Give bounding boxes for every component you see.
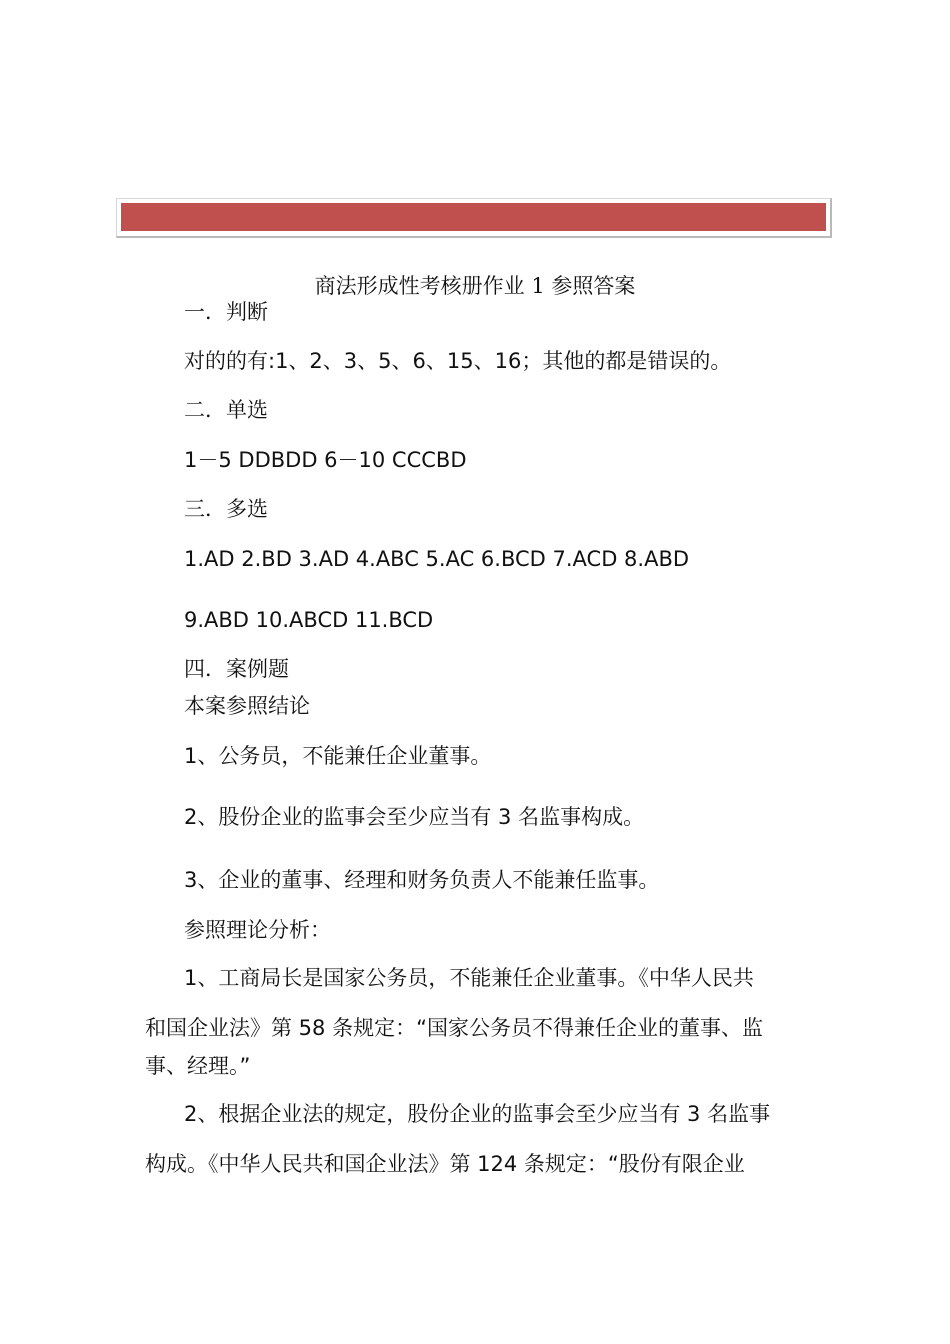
analysis-2-line1: 2、根据企业法的规定，股份企业的监事会至少应当有 3 名监事 [184,1102,771,1126]
analysis-1-line1: 1、工商局长是国家公务员，不能兼任企业董事。《中华人民共 [184,966,754,990]
section-heading-case-study: 四．案例题 [184,657,289,681]
conclusion-item-1: 1、公务员，不能兼任企业董事。 [184,744,492,768]
analysis-1-line3: 事、经理。” [145,1054,251,1078]
decorative-banner-frame [116,198,832,238]
analysis-1-line2: 和国企业法》第 58 条规定：“国家公务员不得兼任企业的董事、监 [145,1016,763,1040]
section-heading-judgement: 一．判断 [184,300,268,324]
document-title: 商法形成性考核册作业 1 参照答案 [314,274,636,298]
analysis-heading: 参照理论分析： [184,918,331,942]
judgement-answer: 对的的有:1、2、3、5、6、15、16；其他的都是错误的。 [184,349,732,373]
single-choice-answer: 1－5 DDBDD 6－10 CCCBD [184,448,467,472]
decorative-red-banner [121,203,826,231]
conclusion-item-2: 2、股份企业的监事会至少应当有 3 名监事构成。 [184,805,645,829]
analysis-2-line2: 构成。《中华人民共和国企业法》第 124 条规定：“股份有限企业 [145,1152,745,1176]
multiple-choice-answer-line1: 1.AD 2.BD 3.AD 4.ABC 5.AC 6.BCD 7.ACD 8.ABD [184,547,690,571]
conclusion-heading: 本案参照结论 [184,694,310,718]
section-heading-multiple-choice: 三．多选 [184,497,268,521]
section-heading-single-choice: 二．单选 [184,398,268,422]
conclusion-item-3: 3、企业的董事、经理和财务负责人不能兼任监事。 [184,868,660,892]
multiple-choice-answer-line2: 9.ABD 10.ABCD 11.BCD [184,608,434,632]
